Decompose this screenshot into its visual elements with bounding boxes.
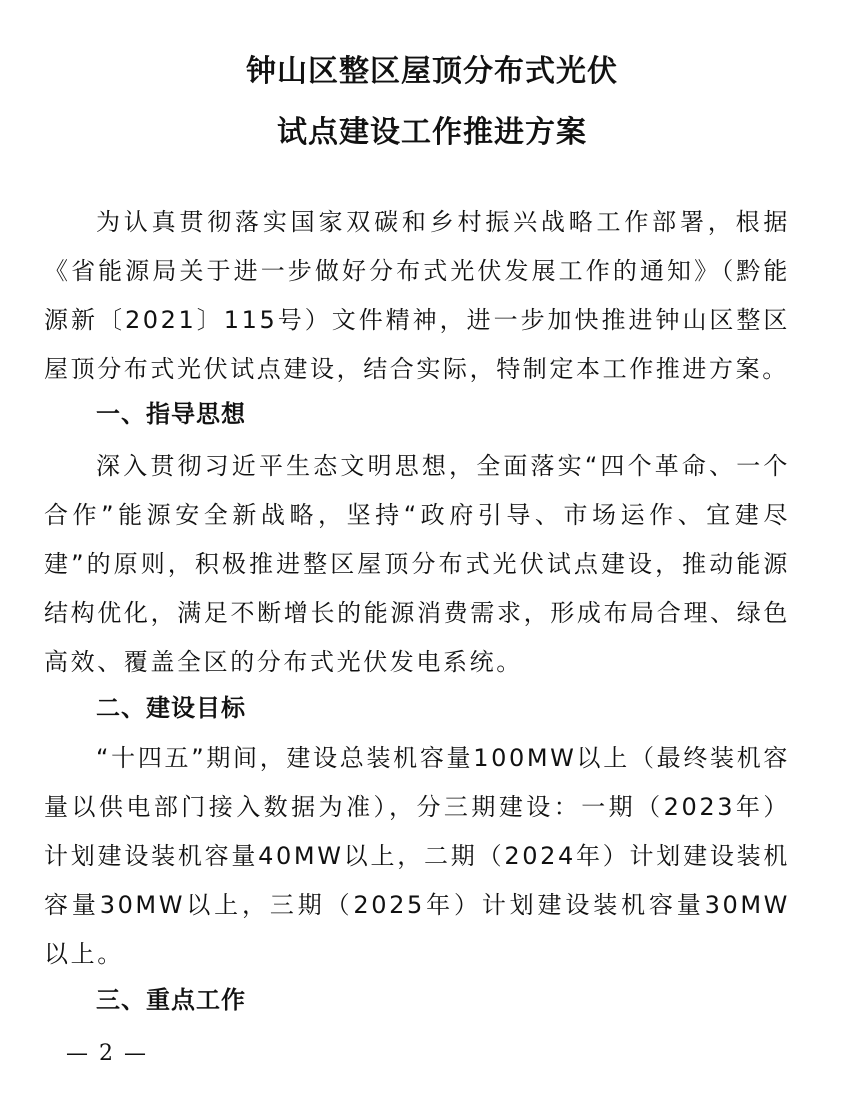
document-title-line-2: 试点建设工作推进方案 xyxy=(277,115,587,150)
document-title-line-1: 钟山区整区屋顶分布式光伏 xyxy=(246,54,618,89)
section-heading-key-work: 三、重点工作 xyxy=(96,986,246,1014)
page-number: — 2 — xyxy=(66,1041,148,1066)
construction-goals-paragraph: “十四五”期间，建设总装机容量100MW以上（最终装机容量以供电部门接入数据为准），分三期建设：一期（2023年）计划建设装机容量40MW以上，二期（2024年）计划建设装机容量30MW以上，三期（2025年）计划建设装机容量30MW以上。 xyxy=(44,744,790,968)
section-heading-guiding-ideology: 一、指导思想 xyxy=(96,400,246,428)
intro-paragraph: 为认真贯彻落实国家双碳和乡村振兴战略工作部署，根据《省能源局关于进一步做好分布式光伏发展工作的通知》（黔能源新〔2021〕115号）文件精神，进一步加快推进钟山区整区屋顶分布式光伏试点建设，结合实际，特制定本工作推进方案。 xyxy=(44,208,790,383)
section-heading-construction-goals: 二、建设目标 xyxy=(96,694,246,722)
guiding-ideology-paragraph: 深入贯彻习近平生态文明思想，全面落实“四个革命、一个合作”能源安全新战略，坚持“政府引导、市场运作、宜建尽建”的原则，积极推进整区屋顶分布式光伏试点建设，推动能源结构优化，满足不断增长的能源消费需求，形成布局合理、绿色高效、覆盖全区的分布式光伏发电系统。 xyxy=(44,452,790,676)
